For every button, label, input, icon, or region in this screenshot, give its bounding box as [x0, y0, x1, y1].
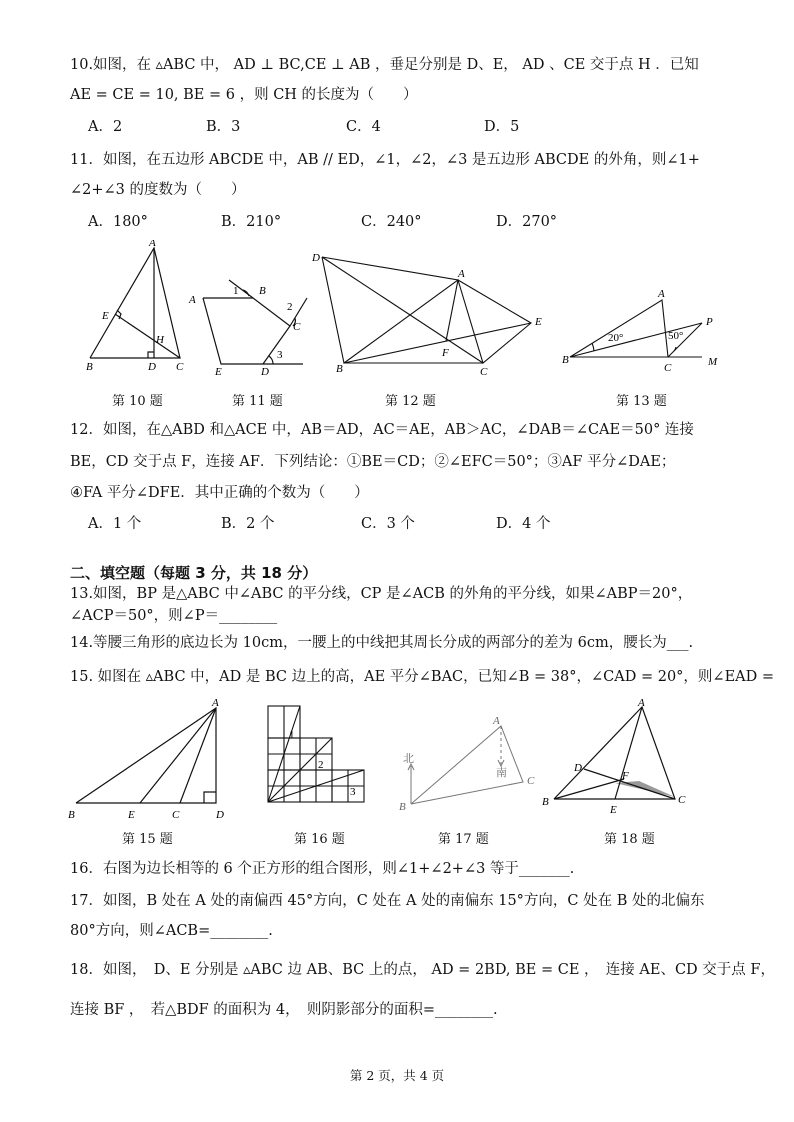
svg-text:D: D: [148, 361, 156, 373]
q16-line1: 16．右图为边长相等的 6 个正方形的组合图形，则∠1+∠2+∠3 等于_______.: [70, 861, 575, 877]
svg-text:B: B: [68, 809, 75, 821]
svg-text:C: C: [527, 775, 535, 787]
svg-text:2: 2: [287, 301, 293, 313]
svg-text:B: B: [399, 801, 406, 812]
figure-10: [80, 240, 190, 375]
svg-text:D: D: [574, 762, 582, 774]
svg-text:E: E: [102, 310, 109, 322]
q18-line1: 18．如图， D、E 分别是 ▵ABC 边 AB、BC 上的点， AD = 2BD, BE = CE ， 连接 AE、CD 交于点 F，: [70, 962, 775, 978]
q11-line2: ∠2+∠3 的度数为（ ）: [70, 182, 246, 198]
svg-text:A: A: [638, 697, 645, 709]
svg-text:B: B: [86, 361, 93, 373]
svg-text:1: 1: [289, 729, 295, 741]
q11-option-d: D．270°: [496, 214, 558, 230]
svg-text:3: 3: [350, 786, 356, 798]
q11-line1: 11．如图，在五边形 ABCDE 中，AB // ED，∠1，∠2，∠3 是五边形 ABCDE 的外角，则∠1+: [70, 152, 700, 168]
figure-18: [540, 697, 690, 815]
caption-q16: 第 16 题: [294, 832, 345, 847]
q12-option-d: D．4 个: [496, 516, 551, 532]
svg-text:C: C: [172, 809, 180, 821]
svg-text:C: C: [176, 361, 184, 373]
svg-text:D: D: [216, 809, 224, 821]
svg-text:B: B: [542, 796, 549, 808]
q12-line3: ④FA 平分∠DFE．其中正确的个数为（ ）: [70, 485, 369, 501]
q15-line1: 15. 如图在 ▵ABC 中，AD 是 BC 边上的高，AE 平分∠BAC，已知∠B = 38°，∠CAD = 20°，则∠EAD =: [70, 669, 775, 685]
q13-line1: 13.如图，BP 是△ABC 中∠ABC 的平分线，CP 是∠ACB 的外角的平分线，如果∠ABP＝20°，: [70, 586, 693, 602]
svg-text:A: A: [212, 697, 219, 709]
figure-15: [66, 696, 236, 824]
svg-text:H: H: [156, 334, 164, 346]
svg-text:2: 2: [318, 759, 324, 771]
figure-17: [395, 712, 545, 812]
q12-option-b: B．2 个: [221, 516, 275, 532]
svg-text:E: E: [215, 366, 222, 375]
caption-q11: 第 11 题: [232, 394, 283, 409]
svg-text:M: M: [708, 356, 718, 368]
figure-13: [560, 285, 730, 375]
q14-line1: 14.等腰三角形的底边长为 10cm，一腰上的中线把其周长分成的两部分的差为 6cm，腰长为___.: [70, 635, 694, 651]
svg-text:3: 3: [277, 349, 283, 361]
svg-text:D: D: [261, 366, 269, 375]
caption-q13: 第 13 题: [616, 394, 667, 409]
svg-text:北: 北: [403, 753, 414, 765]
svg-text:B: B: [562, 354, 569, 366]
q12-option-c: C．3 个: [361, 516, 415, 532]
svg-text:A: A: [189, 294, 196, 306]
svg-text:E: E: [535, 316, 542, 328]
caption-q17: 第 17 题: [438, 832, 489, 847]
svg-text:B: B: [259, 285, 266, 297]
svg-text:20°: 20°: [608, 332, 624, 344]
caption-q18: 第 18 题: [604, 832, 655, 847]
svg-text:C: C: [480, 366, 488, 378]
svg-text:E: E: [610, 804, 617, 815]
q18-line2: 连接 BF ， 若△BDF 的面积为 4， 则阴影部分的面积=________.: [70, 1002, 498, 1018]
figure-16: [262, 700, 372, 808]
q10-option-b: B．3: [206, 119, 241, 135]
svg-text:A: A: [493, 715, 500, 727]
svg-text:F: F: [442, 347, 449, 359]
q10-option-c: C．4: [346, 119, 381, 135]
caption-q12: 第 12 题: [385, 394, 436, 409]
q11-option-c: C．240°: [361, 214, 422, 230]
q11-option-a: A．180°: [88, 214, 148, 230]
q17-line2: 80°方向，则∠ACB=________.: [70, 923, 273, 939]
q10-line2: AE = CE = 10, BE = 6 ，则 CH 的长度为（ ）: [70, 87, 418, 103]
svg-text:1: 1: [233, 285, 239, 297]
q12-option-a: A．1 个: [88, 516, 142, 532]
page-footer: 第 2 页，共 4 页: [349, 1068, 445, 1083]
q10-line1: 10.如图，在 ▵ABC 中， AD ⊥ BC,CE ⊥ AB ，垂足分别是 D、E， AD 、CE 交于点 H ．已知: [70, 57, 699, 73]
svg-text:南: 南: [496, 767, 507, 779]
svg-text:A: A: [658, 288, 665, 300]
caption-q15: 第 15 题: [122, 832, 173, 847]
svg-text:A: A: [458, 268, 465, 280]
svg-text:E: E: [128, 809, 135, 821]
section-heading-fill-in: 二、填空题（每题 3 分，共 18 分）: [70, 564, 318, 582]
svg-text:D: D: [312, 252, 320, 264]
svg-text:C: C: [664, 362, 672, 374]
svg-text:B: B: [336, 363, 343, 375]
q12-line1: 12．如图，在△ABD 和△ACE 中，AB＝AD，AC＝AE，AB＞AC，∠DAB＝∠CAE＝50° 连接: [70, 422, 694, 438]
svg-text:C: C: [678, 794, 686, 806]
q13-line2: ∠ACP＝50°，则∠P＝________: [70, 608, 278, 624]
q11-option-b: B．210°: [221, 214, 282, 230]
svg-text:F: F: [622, 770, 629, 782]
figure-11: [185, 270, 310, 375]
figure-12: [308, 245, 548, 380]
svg-text:A: A: [149, 240, 156, 249]
q12-line2: BE，CD 交于点 F，连接 AF．下列结论：①BE＝CD；②∠EFC＝50°；③AF 平分∠DAE；: [70, 454, 676, 470]
q10-option-d: D．5: [484, 119, 520, 135]
caption-q10: 第 10 题: [112, 394, 163, 409]
q17-line1: 17．如图，B 处在 A 处的南偏西 45°方向，C 处在 A 处的南偏东 15°方向，C 处在 B 处的北偏东: [70, 893, 705, 909]
svg-text:P: P: [706, 316, 713, 328]
q10-option-a: A．2: [88, 119, 123, 135]
svg-text:50°: 50°: [668, 330, 684, 342]
svg-text:C: C: [293, 321, 301, 333]
